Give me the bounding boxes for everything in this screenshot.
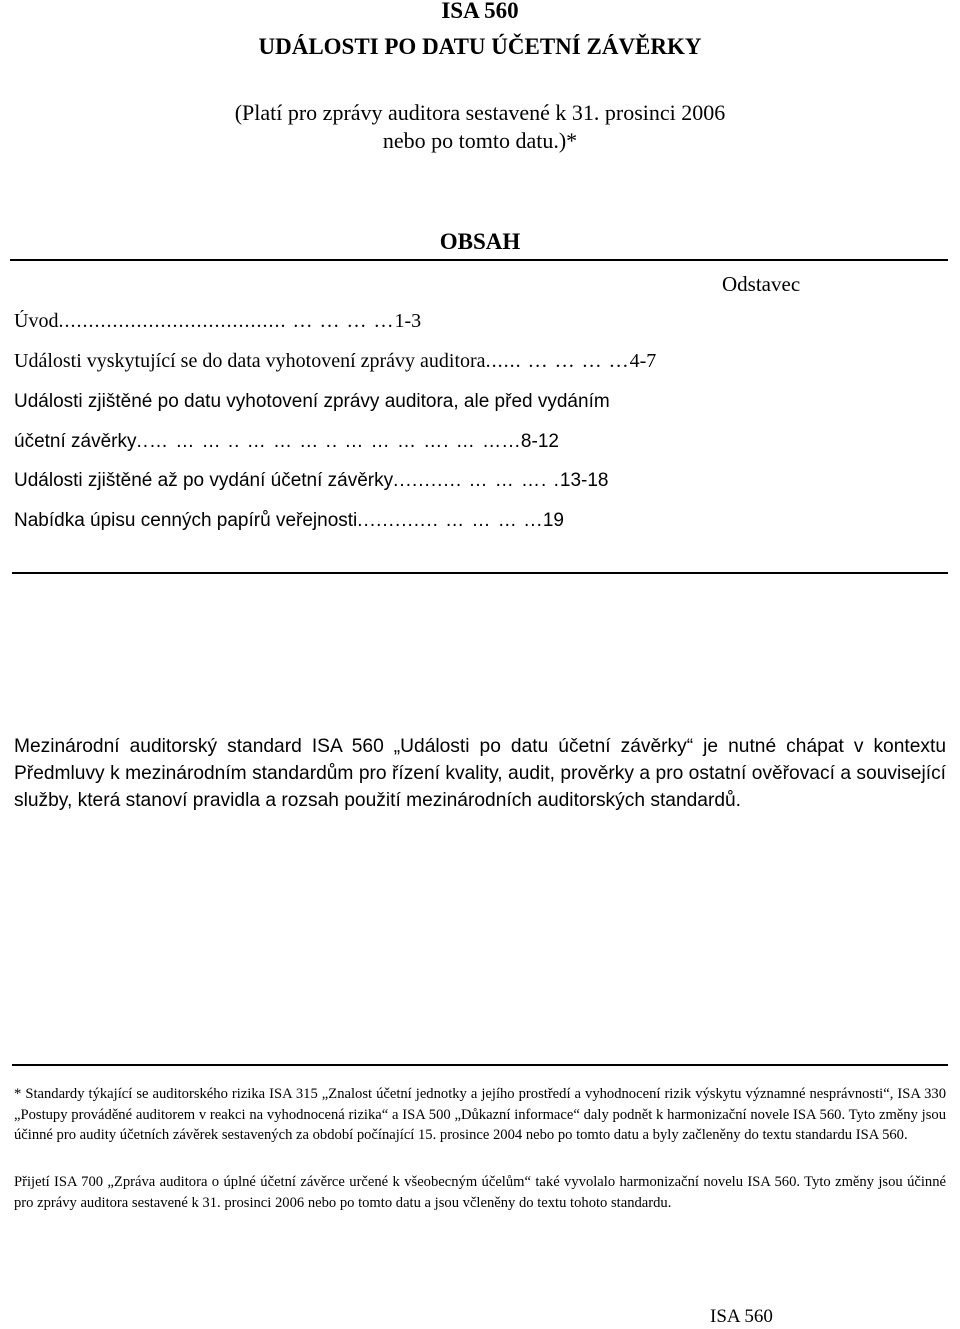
contents-bottom-rule	[12, 572, 948, 574]
toc-row[interactable]	[14, 470, 814, 498]
toc-row-label: Události zjištěné až po vydání účetní závěrky	[14, 470, 394, 491]
toc-row-label: Úvod	[14, 310, 59, 332]
toc-row[interactable]	[14, 350, 814, 378]
toc-row[interactable]	[14, 391, 814, 419]
contents-heading: OBSAH	[439, 229, 521, 254]
page-footer: ISA 560	[710, 1306, 773, 1327]
footnote-paragraph: * Standardy týkající se auditorského rizika ISA 315 „Znalost účetní jednotky a jejího prostředí a vyhodnocení rizik výskytu významné nesprávnosti“, ISA 330 „Postupy prováděné auditorem v reakci na vyhodnocená rizika“ a ISA 500 „Důkazní informace“ daly podnět k harmonizační novele ISA 560. Tyto změny jsou účinné pro audity účetních závěrek sestavených za období počínající 15. prosince 2004 nebo po tomto datu a byly začleněny do textu standardu ISA 560.	[14, 1086, 946, 1143]
toc-row-leader: ...................................... … … … …	[58, 310, 395, 332]
toc-row[interactable]	[14, 431, 814, 459]
validity-note-line2: nebo po tomto datu.)*	[382, 128, 578, 153]
contents-top-rule	[10, 259, 948, 261]
toc-row-label: Nabídka úpisu cenných papírů veřejnosti	[14, 510, 358, 531]
toc-row-leader: ............. … … … ...	[357, 510, 543, 531]
toc-row-leader: ..… … … .. … … … .. … … … …. … …...	[136, 431, 521, 452]
toc-row-label: účetní závěrky	[14, 431, 137, 452]
validity-note-line1: (Platí pro zprávy auditora sestavené k 31. prosinci 2006	[234, 100, 726, 125]
toc-row-leader: ........... … … …. .	[393, 470, 560, 491]
footnote-rule	[12, 1064, 948, 1066]
document-title-code: ISA 560	[441, 0, 519, 23]
toc-row-paragraphs: 1-3	[394, 310, 422, 332]
toc-row-label: Události zjištěné po datu vyhotovení zprávy auditora, ale před vydáním	[14, 391, 610, 412]
toc-row-paragraphs: 19	[542, 510, 564, 531]
toc-row-paragraphs: 8-12	[520, 431, 559, 452]
document-title: UDÁLOSTI PO DATU ÚČETNÍ ZÁVĚRKY	[258, 34, 702, 59]
intro-paragraph: Mezinárodní auditorský standard ISA 560 „Události po datu účetní závěrky“ je nutné chápat v kontextu Předmluvy k mezinárodním standardům pro řízení kvality, audit, prověrky a pro ostatní ověřovací a související služby, která stanoví pravidla a rozsah použití mezinárodních auditorských standardů.	[14, 736, 946, 811]
toc-row-leader: ...... … … … …	[485, 350, 630, 372]
toc-row-paragraphs: 13-18	[559, 470, 609, 491]
toc-row-label: Události vyskytující se do data vyhotovení zprávy auditora	[14, 350, 486, 372]
toc-row[interactable]	[14, 510, 814, 538]
toc-row-paragraphs: 4-7	[629, 350, 657, 372]
footnote-paragraph: Přijetí ISA 700 „Zpráva auditora o úplné účetní závěrce určené k všeobecným účelům“ také vyvolalo harmonizační novelu ISA 560. Tyto změny jsou účinné pro zprávy auditora sestavené k 31. prosinci 2006 nebo po tomto datu a jsou včleněny do textu tohoto standardu.	[14, 1174, 946, 1211]
paragraph-column-label: Odstavec	[722, 272, 801, 296]
toc-row[interactable]	[14, 310, 814, 338]
